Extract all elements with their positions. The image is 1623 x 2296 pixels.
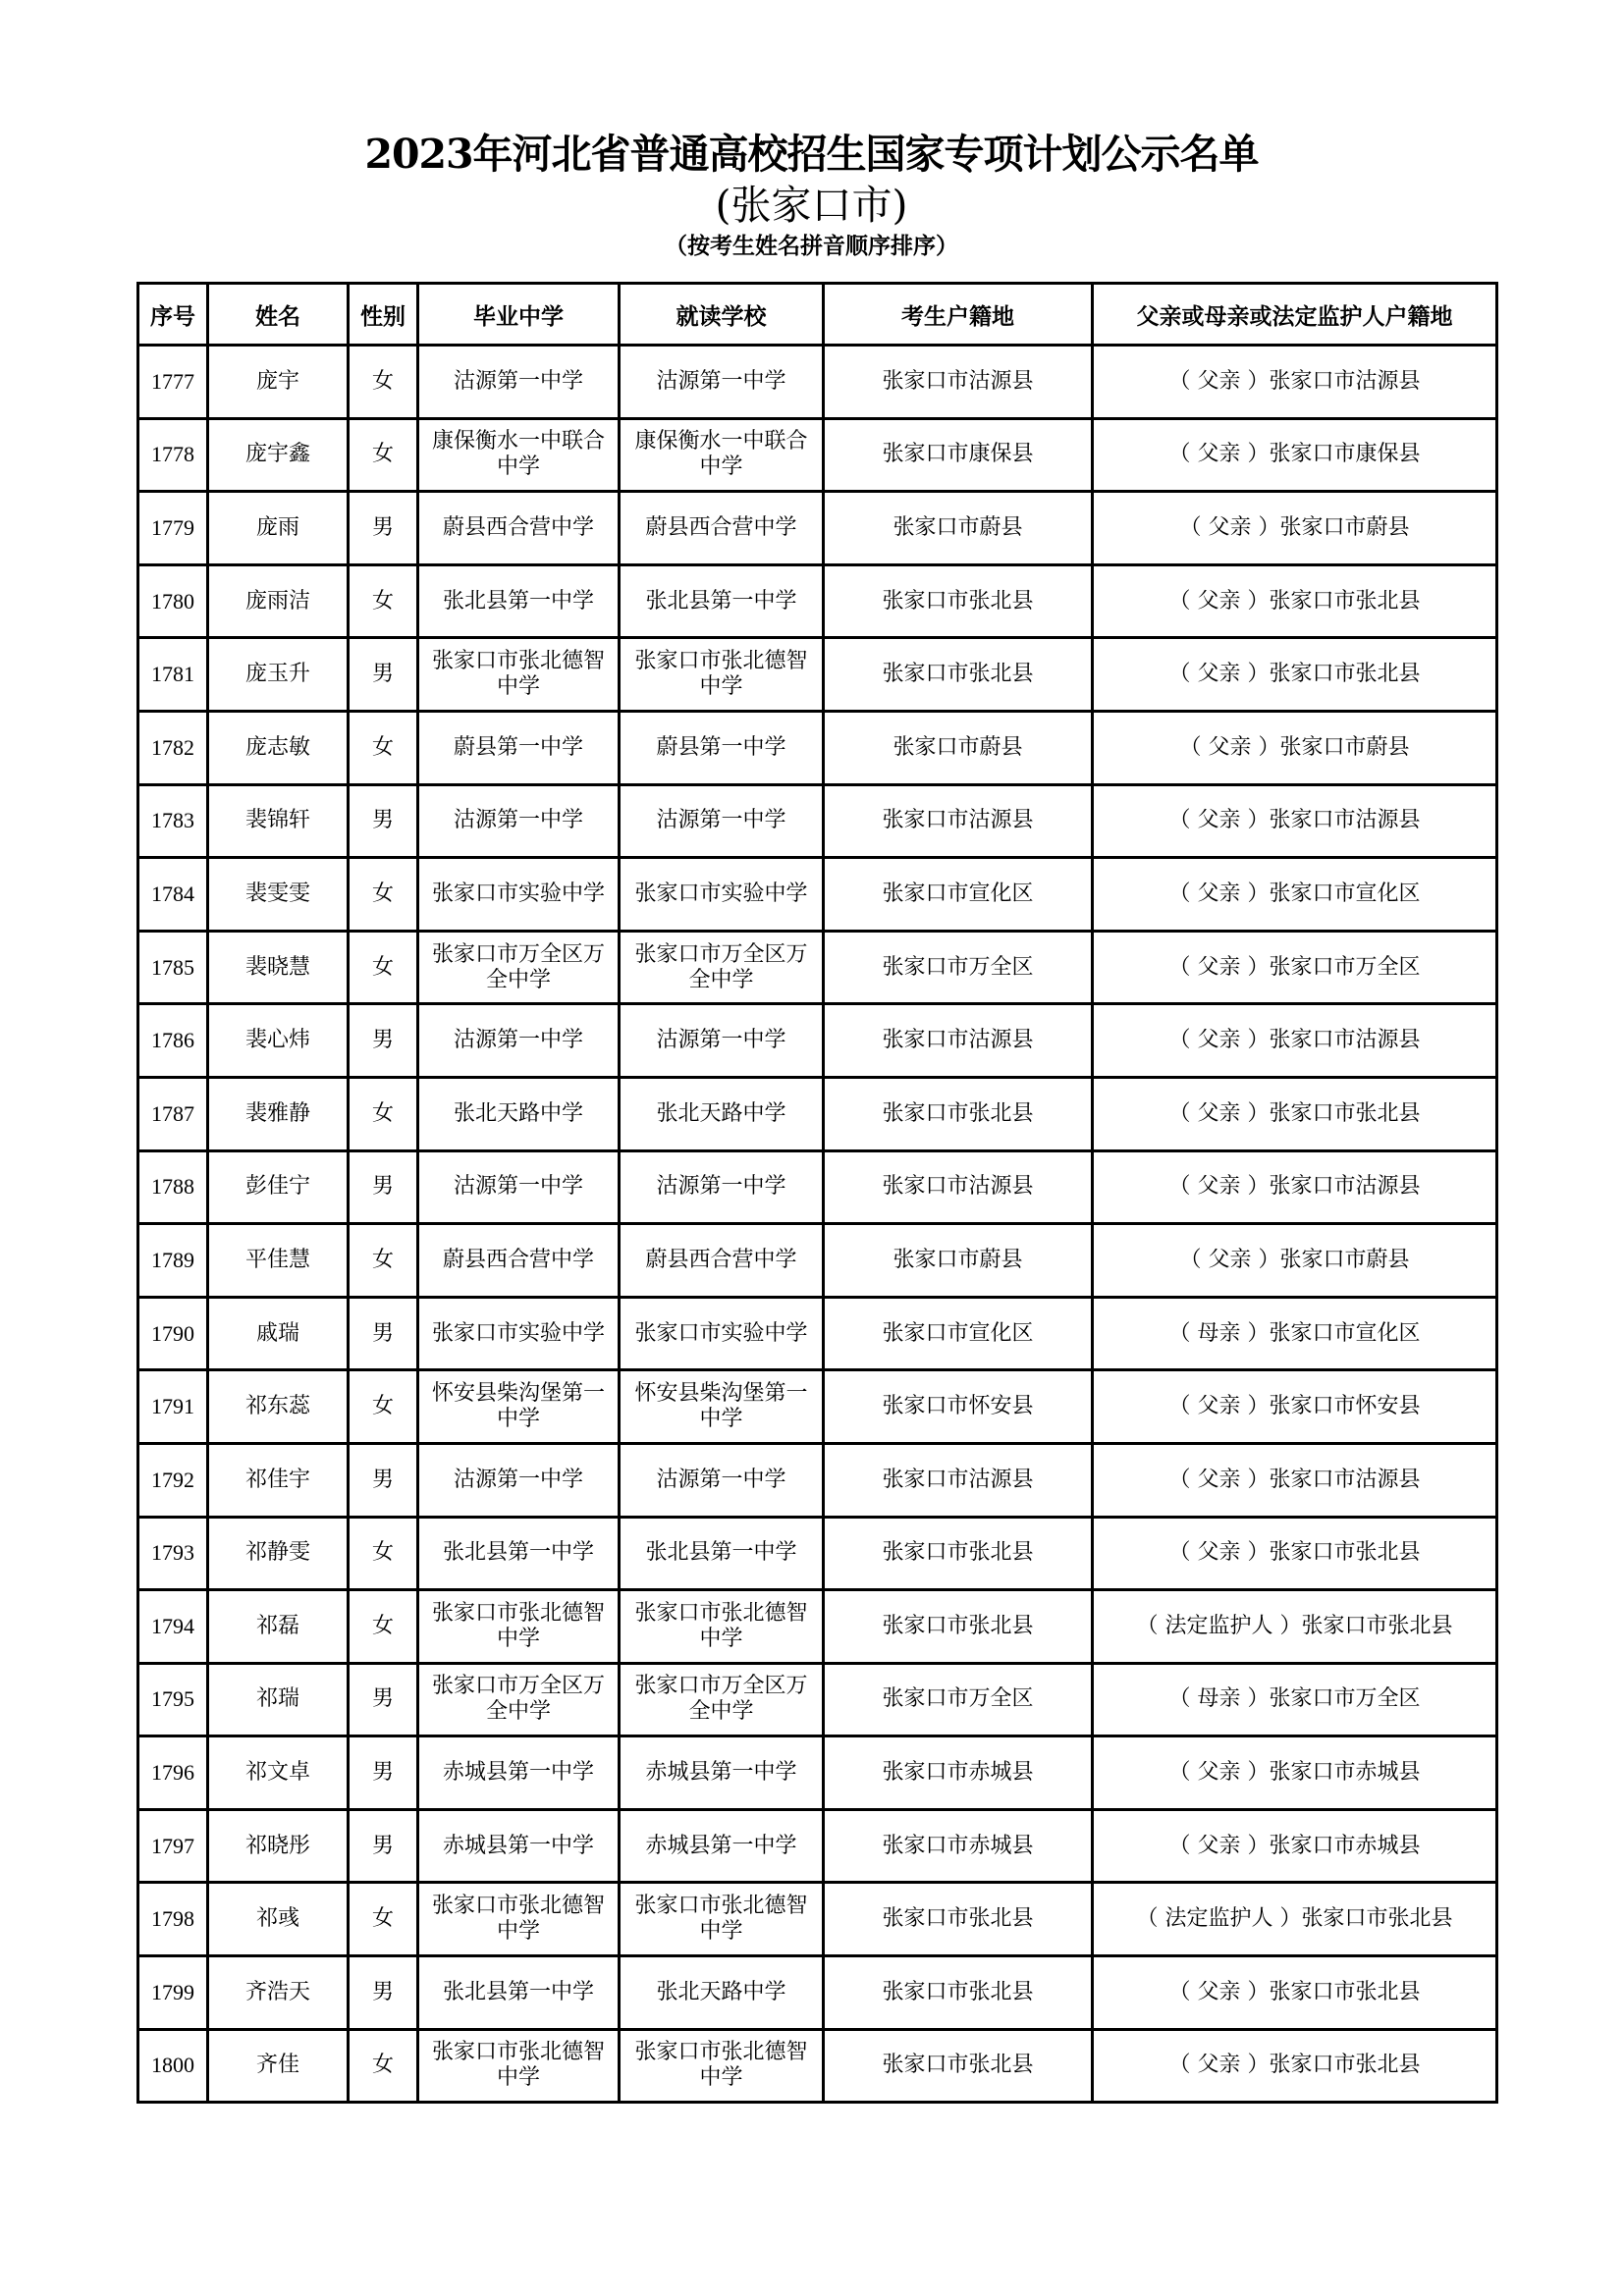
cell-seq: 1791 [138,1370,208,1444]
cell-seq: 1778 [138,418,208,492]
table-row [138,1004,1497,1078]
cell-graduation-school: 沽源第一中学 [418,1443,620,1517]
document-title: 2023年河北省普通高校招生国家专项计划公示名单 [364,131,1259,178]
cell-name: 裴雯雯 [208,858,349,932]
cell-current-school: 沽源第一中学 [620,1443,824,1517]
cell-name: 裴心炜 [208,1004,349,1078]
table-row [138,564,1497,638]
cell-current-school: 沽源第一中学 [620,346,824,419]
cell-graduation-school: 沽源第一中学 [418,1150,620,1224]
cell-name: 庞雨洁 [208,564,349,638]
cell-graduation-school: 张家口市张北德智中学 [418,1590,620,1664]
cell-student-residence: 张家口市沽源县 [824,1004,1093,1078]
cell-name: 平佳慧 [208,1224,349,1298]
cell-seq: 1779 [138,492,208,565]
table-row [138,858,1497,932]
table-row [138,1883,1497,1956]
cell-gender: 女 [349,711,418,784]
table-row [138,1224,1497,1298]
cell-name: 祁文卓 [208,1736,349,1810]
cell-gender: 女 [349,1590,418,1664]
cell-gender: 男 [349,1663,418,1736]
cell-guardian-residence: （ 父亲 ）张家口市沽源县 [1093,784,1497,858]
cell-gender: 女 [349,2029,418,2103]
cell-guardian-residence: （ 父亲 ）张家口市张北县 [1093,1956,1497,2030]
table-row [138,638,1497,712]
cell-current-school: 张北天路中学 [620,1077,824,1150]
cell-seq: 1781 [138,638,208,712]
table-row [138,2029,1497,2103]
cell-student-residence: 张家口市蔚县 [824,492,1093,565]
header-current-school: 就读学校 [620,284,824,346]
cell-guardian-residence: （ 法定监护人 ）张家口市张北县 [1093,1883,1497,1956]
table-row [138,711,1497,784]
cell-name: 庞志敏 [208,711,349,784]
cell-graduation-school: 赤城县第一中学 [418,1736,620,1810]
cell-graduation-school: 沽源第一中学 [418,1004,620,1078]
cell-student-residence: 张家口市沽源县 [824,1443,1093,1517]
cell-guardian-residence: （ 母亲 ）张家口市宣化区 [1093,1297,1497,1370]
table-row [138,1517,1497,1590]
cell-guardian-residence: （ 父亲 ）张家口市张北县 [1093,638,1497,712]
cell-name: 彭佳宁 [208,1150,349,1224]
table-row [138,784,1497,858]
cell-graduation-school: 康保衡水一中联合中学 [418,418,620,492]
cell-guardian-residence: （ 父亲 ）张家口市蔚县 [1093,1224,1497,1298]
cell-graduation-school: 张家口市张北德智中学 [418,638,620,712]
cell-seq: 1782 [138,711,208,784]
cell-graduation-school: 蔚县西合营中学 [418,1224,620,1298]
cell-guardian-residence: （ 父亲 ）张家口市蔚县 [1093,492,1497,565]
cell-graduation-school: 张家口市张北德智中学 [418,1883,620,1956]
cell-gender: 男 [349,492,418,565]
cell-guardian-residence: （ 父亲 ）张家口市沽源县 [1093,346,1497,419]
cell-seq: 1799 [138,1956,208,2030]
cell-guardian-residence: （ 父亲 ）张家口市赤城县 [1093,1809,1497,1883]
cell-gender: 男 [349,638,418,712]
header-guardian-residence: 父亲或母亲或法定监护人户籍地 [1093,284,1497,346]
cell-guardian-residence: （ 父亲 ）张家口市张北县 [1093,2029,1497,2103]
cell-student-residence: 张家口市蔚县 [824,1224,1093,1298]
cell-gender: 男 [349,1150,418,1224]
cell-guardian-residence: （ 母亲 ）张家口市万全区 [1093,1663,1497,1736]
table-row [138,1150,1497,1224]
cell-student-residence: 张家口市张北县 [824,1590,1093,1664]
cell-student-residence: 张家口市赤城县 [824,1809,1093,1883]
cell-student-residence: 张家口市张北县 [824,564,1093,638]
cell-guardian-residence: （ 父亲 ）张家口市万全区 [1093,931,1497,1004]
cell-current-school: 张北县第一中学 [620,1517,824,1590]
table-row [138,1590,1497,1664]
cell-student-residence: 张家口市怀安县 [824,1370,1093,1444]
cell-seq: 1780 [138,564,208,638]
header-seq: 序号 [138,284,208,346]
cell-guardian-residence: （ 父亲 ）张家口市康保县 [1093,418,1497,492]
cell-graduation-school: 沽源第一中学 [418,784,620,858]
table-row [138,931,1497,1004]
cell-name: 祁彧 [208,1883,349,1956]
cell-name: 庞玉升 [208,638,349,712]
table-header-row [138,284,1497,346]
cell-current-school: 赤城县第一中学 [620,1736,824,1810]
cell-student-residence: 张家口市万全区 [824,931,1093,1004]
cell-guardian-residence: （ 法定监护人 ）张家口市张北县 [1093,1590,1497,1664]
table-row [138,1736,1497,1810]
cell-graduation-school: 张北天路中学 [418,1077,620,1150]
cell-gender: 女 [349,1517,418,1590]
cell-gender: 男 [349,1443,418,1517]
sort-note: （按考生姓名拼音顺序排序） [665,233,958,259]
cell-seq: 1785 [138,931,208,1004]
cell-seq: 1788 [138,1150,208,1224]
cell-guardian-residence: （ 父亲 ）张家口市怀安县 [1093,1370,1497,1444]
cell-gender: 女 [349,418,418,492]
cell-current-school: 张家口市万全区万全中学 [620,931,824,1004]
cell-student-residence: 张家口市沽源县 [824,1150,1093,1224]
cell-graduation-school: 张家口市万全区万全中学 [418,931,620,1004]
cell-gender: 女 [349,1077,418,1150]
cell-current-school: 康保衡水一中联合中学 [620,418,824,492]
header-student-residence: 考生户籍地 [824,284,1093,346]
cell-graduation-school: 怀安县柴沟堡第一中学 [418,1370,620,1444]
cell-graduation-school: 张家口市实验中学 [418,858,620,932]
cell-gender: 女 [349,858,418,932]
table-row [138,1297,1497,1370]
header-name: 姓名 [208,284,349,346]
cell-student-residence: 张家口市赤城县 [824,1736,1093,1810]
cell-graduation-school: 蔚县第一中学 [418,711,620,784]
cell-gender: 男 [349,1956,418,2030]
cell-gender: 男 [349,1736,418,1810]
cell-name: 祁瑞 [208,1663,349,1736]
cell-seq: 1784 [138,858,208,932]
cell-current-school: 赤城县第一中学 [620,1809,824,1883]
cell-seq: 1777 [138,346,208,419]
cell-graduation-school: 张北县第一中学 [418,564,620,638]
cell-student-residence: 张家口市张北县 [824,2029,1093,2103]
table-row [138,418,1497,492]
cell-student-residence: 张家口市宣化区 [824,858,1093,932]
cell-student-residence: 张家口市张北县 [824,1956,1093,2030]
table-row [138,1663,1497,1736]
cell-guardian-residence: （ 父亲 ）张家口市蔚县 [1093,711,1497,784]
cell-guardian-residence: （ 父亲 ）张家口市张北县 [1093,564,1497,638]
cell-current-school: 蔚县西合营中学 [620,492,824,565]
cell-seq: 1800 [138,2029,208,2103]
document-subtitle: (张家口市) [715,182,908,229]
cell-gender: 女 [349,1224,418,1298]
cell-name: 祁晓彤 [208,1809,349,1883]
cell-graduation-school: 赤城县第一中学 [418,1809,620,1883]
cell-name: 祁东蕊 [208,1370,349,1444]
cell-graduation-school: 蔚县西合营中学 [418,492,620,565]
cell-student-residence: 张家口市沽源县 [824,346,1093,419]
cell-gender: 女 [349,346,418,419]
cell-student-residence: 张家口市康保县 [824,418,1093,492]
cell-graduation-school: 张家口市张北德智中学 [418,2029,620,2103]
cell-current-school: 沽源第一中学 [620,784,824,858]
table-row [138,1077,1497,1150]
cell-name: 庞雨 [208,492,349,565]
cell-name: 庞宇鑫 [208,418,349,492]
cell-current-school: 张家口市实验中学 [620,858,824,932]
cell-guardian-residence: （ 父亲 ）张家口市宣化区 [1093,858,1497,932]
cell-name: 庞宇 [208,346,349,419]
cell-gender: 女 [349,931,418,1004]
cell-guardian-residence: （ 父亲 ）张家口市沽源县 [1093,1150,1497,1224]
cell-name: 齐浩天 [208,1956,349,2030]
table-row [138,492,1497,565]
cell-name: 祁静雯 [208,1517,349,1590]
cell-current-school: 沽源第一中学 [620,1004,824,1078]
cell-gender: 男 [349,1809,418,1883]
cell-seq: 1790 [138,1297,208,1370]
cell-seq: 1792 [138,1443,208,1517]
cell-graduation-school: 张北县第一中学 [418,1517,620,1590]
cell-gender: 男 [349,1004,418,1078]
cell-current-school: 张家口市张北德智中学 [620,638,824,712]
cell-seq: 1795 [138,1663,208,1736]
cell-seq: 1787 [138,1077,208,1150]
cell-guardian-residence: （ 父亲 ）张家口市沽源县 [1093,1004,1497,1078]
cell-graduation-school: 张家口市万全区万全中学 [418,1663,620,1736]
cell-current-school: 蔚县第一中学 [620,711,824,784]
cell-guardian-residence: （ 父亲 ）张家口市沽源县 [1093,1443,1497,1517]
cell-current-school: 张家口市张北德智中学 [620,1883,824,1956]
cell-current-school: 张家口市万全区万全中学 [620,1663,824,1736]
cell-gender: 男 [349,784,418,858]
cell-student-residence: 张家口市张北县 [824,1517,1093,1590]
cell-student-residence: 张家口市万全区 [824,1663,1093,1736]
cell-guardian-residence: （ 父亲 ）张家口市张北县 [1093,1517,1497,1590]
cell-name: 戚瑞 [208,1297,349,1370]
roster-table [136,282,1498,2104]
cell-name: 裴雅静 [208,1077,349,1150]
cell-current-school: 沽源第一中学 [620,1150,824,1224]
cell-student-residence: 张家口市张北县 [824,1883,1093,1956]
cell-gender: 女 [349,1883,418,1956]
table-row [138,1370,1497,1444]
cell-name: 齐佳 [208,2029,349,2103]
cell-current-school: 张家口市张北德智中学 [620,1590,824,1664]
cell-seq: 1789 [138,1224,208,1298]
cell-gender: 男 [349,1297,418,1370]
cell-name: 祁磊 [208,1590,349,1664]
cell-graduation-school: 张家口市实验中学 [418,1297,620,1370]
cell-graduation-school: 沽源第一中学 [418,346,620,419]
cell-student-residence: 张家口市宣化区 [824,1297,1093,1370]
cell-gender: 女 [349,564,418,638]
cell-guardian-residence: （ 父亲 ）张家口市张北县 [1093,1077,1497,1150]
table-row [138,1809,1497,1883]
cell-seq: 1783 [138,784,208,858]
cell-seq: 1798 [138,1883,208,1956]
header-graduation-school: 毕业中学 [418,284,620,346]
cell-name: 裴晓慧 [208,931,349,1004]
cell-student-residence: 张家口市沽源县 [824,784,1093,858]
cell-current-school: 怀安县柴沟堡第一中学 [620,1370,824,1444]
cell-seq: 1796 [138,1736,208,1810]
cell-current-school: 张北县第一中学 [620,564,824,638]
cell-student-residence: 张家口市蔚县 [824,711,1093,784]
cell-current-school: 蔚县西合营中学 [620,1224,824,1298]
cell-student-residence: 张家口市张北县 [824,638,1093,712]
cell-name: 祁佳宇 [208,1443,349,1517]
cell-seq: 1793 [138,1517,208,1590]
cell-current-school: 张家口市张北德智中学 [620,2029,824,2103]
cell-seq: 1786 [138,1004,208,1078]
table-row [138,1956,1497,2030]
cell-current-school: 张家口市实验中学 [620,1297,824,1370]
cell-gender: 女 [349,1370,418,1444]
cell-current-school: 张北天路中学 [620,1956,824,2030]
cell-student-residence: 张家口市张北县 [824,1077,1093,1150]
cell-seq: 1794 [138,1590,208,1664]
cell-graduation-school: 张北县第一中学 [418,1956,620,2030]
cell-seq: 1797 [138,1809,208,1883]
table-row [138,1443,1497,1517]
table-row [138,346,1497,419]
cell-name: 裴锦轩 [208,784,349,858]
header-gender: 性别 [349,284,418,346]
table-body [138,346,1497,2103]
cell-guardian-residence: （ 父亲 ）张家口市赤城县 [1093,1736,1497,1810]
